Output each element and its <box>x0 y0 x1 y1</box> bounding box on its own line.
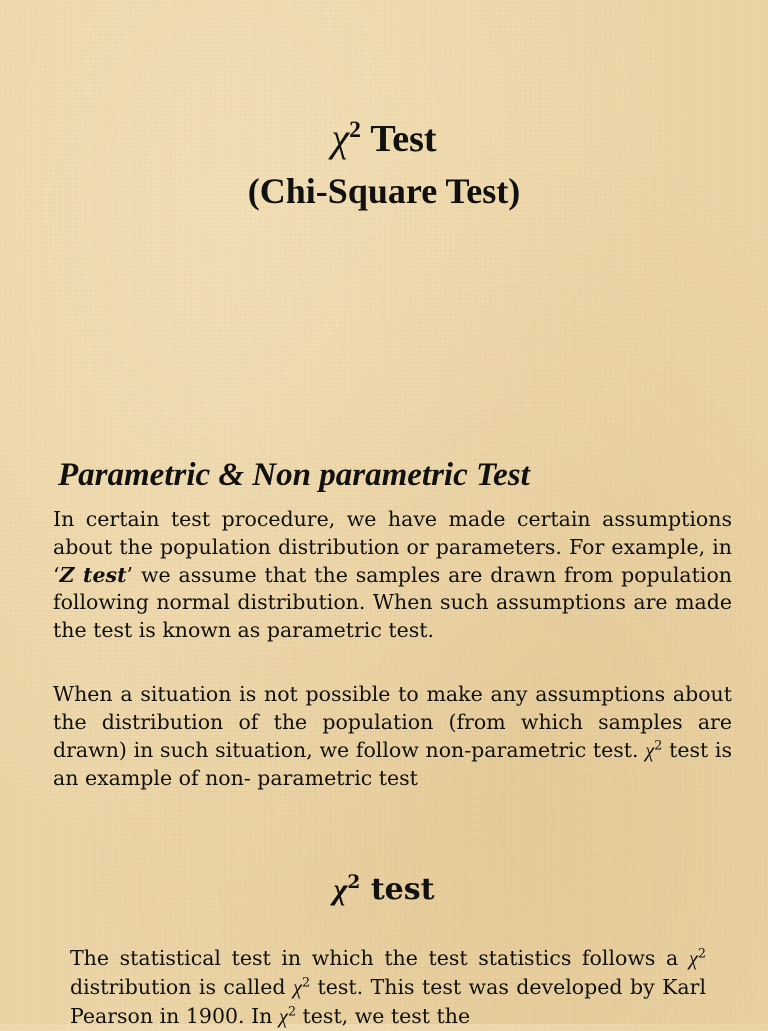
paragraph-text: test is an example of non- parametric test <box>53 737 732 791</box>
paragraph-text: The statistical test in which the test statistics follows a <box>70 946 689 970</box>
section-heading: Parametric & Non parametric Test <box>58 457 530 493</box>
paragraph-text: test, we test the <box>296 1003 471 1028</box>
superscript-2: 2 <box>349 116 361 143</box>
paragraph-non-parametric <box>53 681 732 793</box>
paragraph-text: distribution is called <box>70 974 293 999</box>
superscript-2: 2 <box>697 945 706 961</box>
chi-symbol: χ <box>278 1005 288 1028</box>
chi-symbol: χ <box>688 948 698 970</box>
paragraph-text: In certain test procedure, we have made certain assumptions about the population distribution or parameters. For example, in ‘ <box>53 507 732 587</box>
paragraph-text: When a situation is not possible to make any assumptions about the distribution of the population (from which samples are drawn) in such situation, we follow non-parametric test. <box>53 682 732 762</box>
title-test-word: Test <box>360 118 437 160</box>
paragraph-parametric <box>53 506 732 645</box>
superscript-2: 2 <box>654 736 663 752</box>
chi-symbol: χ <box>292 976 302 999</box>
paragraph-text: ’ we assume that the samples are drawn from population following normal distribution. When such assumptions are made the test is known as parametric test. <box>53 562 732 643</box>
paragraph-chi-square-definition <box>70 945 706 1031</box>
slide-title <box>0 112 768 217</box>
z-test-term: Z test <box>59 562 127 587</box>
chi-symbol: χ <box>333 873 348 906</box>
chi-symbol: χ <box>645 739 655 762</box>
title-line-2: (Chi-Square Test) <box>247 171 521 211</box>
subheading-text: test <box>360 872 435 907</box>
paragraph-text: test. This test was developed by Karl Pearson in 1900. In <box>70 974 706 1028</box>
title-line-1 <box>0 112 768 165</box>
superscript-2: 2 <box>347 871 361 893</box>
chi-symbol: χ <box>331 115 350 160</box>
superscript-2: 2 <box>301 974 311 990</box>
superscript-2: 2 <box>287 1002 297 1018</box>
chi-square-subheading <box>0 868 768 912</box>
